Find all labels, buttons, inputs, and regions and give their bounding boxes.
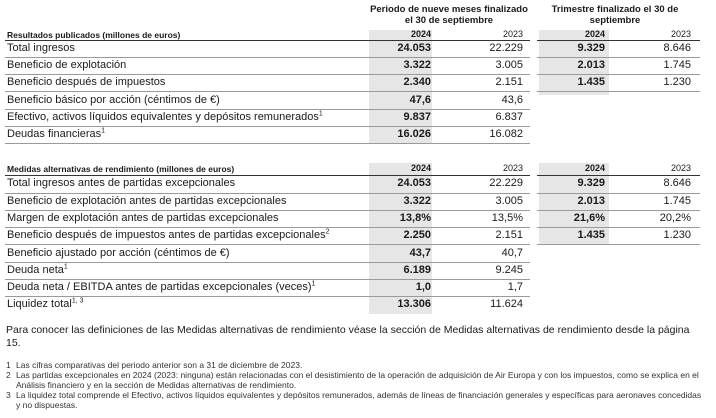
footnote bbox=[6, 370, 706, 390]
nine-months-header: Periodo de nueve meses finalizado el 30 de septiembre bbox=[370, 4, 528, 26]
value-2024: 1,0 bbox=[415, 281, 431, 293]
footnote-number: 2 bbox=[6, 370, 11, 380]
value-2023: 1,7 bbox=[507, 281, 523, 293]
value-2024: 3.322 bbox=[403, 195, 431, 207]
value-2023: 2.151 bbox=[495, 229, 523, 241]
value-2024: 13,8% bbox=[399, 212, 431, 224]
value-q-2024: 1.435 bbox=[577, 76, 605, 88]
row-label: Margen de explotación antes de partidas excepcionales bbox=[7, 212, 279, 224]
table-row bbox=[5, 58, 700, 74]
row-label: Beneficio después de impuestos bbox=[7, 76, 166, 88]
value-2023: 13,5% bbox=[491, 212, 523, 224]
col-2024-nine-months: 2024 bbox=[410, 29, 431, 39]
row-label: Liquidez total$^{1, 3}$ bbox=[7, 297, 84, 310]
row-divider bbox=[5, 143, 530, 144]
reported-results-table bbox=[5, 26, 700, 146]
value-2023: 43,6 bbox=[501, 94, 523, 106]
footnote-ref: 1 bbox=[318, 110, 323, 118]
value-2024: 47,6 bbox=[409, 94, 431, 106]
table-row bbox=[5, 263, 700, 279]
value-q-2023: 8.646 bbox=[663, 177, 691, 189]
footnote-ref: 1 bbox=[63, 263, 68, 271]
table-row bbox=[5, 41, 700, 57]
table-row bbox=[5, 75, 700, 91]
table-row bbox=[5, 176, 700, 192]
value-2024: 43,7 bbox=[409, 247, 431, 259]
col-2023-quarter: 2023 bbox=[670, 29, 691, 39]
table-row bbox=[5, 211, 700, 227]
value-q-2023: 20,2% bbox=[659, 212, 691, 224]
value-2023: 11.624 bbox=[490, 298, 523, 310]
value-2024: 16.026 bbox=[397, 128, 431, 140]
footnote-text: Las cifras comparativas del periodo anterior son a 31 de diciembre de 2023. bbox=[16, 360, 303, 370]
value-2024: 6.189 bbox=[403, 264, 431, 276]
row-label: Total ingresos bbox=[7, 42, 75, 54]
footnote bbox=[6, 360, 706, 370]
value-2023: 22.229 bbox=[489, 42, 523, 54]
row-label: Deuda neta / EBITDA antes de partidas excepcionales (veces)$^1$ bbox=[7, 280, 316, 293]
row-label: Beneficio de explotación bbox=[7, 59, 127, 71]
quarter-header: Trimestre finalizado el 30 de septiembre bbox=[551, 4, 679, 26]
value-q-2023: 1.230 bbox=[663, 76, 691, 88]
row-divider bbox=[5, 91, 530, 92]
row-label: Efectivo, activos líquidos equivalentes y depósitos remunerados$^1$ bbox=[7, 110, 323, 123]
table-row bbox=[5, 280, 700, 296]
value-q-2024: 9.329 bbox=[577, 177, 605, 189]
value-2023: 16.082 bbox=[489, 128, 523, 140]
col-2023-nine-months: 2023 bbox=[502, 29, 523, 39]
table-row bbox=[5, 110, 700, 126]
value-2024: 2.250 bbox=[403, 229, 431, 241]
footnote-text: La liquidez total comprende el Efectivo, activos líquidos equivalentes y depósitos remunerados, además de líneas de financiación generales y específicas para aeronaves concedidas y no dispuestas. bbox=[16, 390, 702, 410]
value-q-2024: 1.435 bbox=[577, 229, 605, 241]
row-label: Deuda neta$^1$ bbox=[7, 263, 68, 276]
footnote-ref: 1 bbox=[101, 127, 106, 135]
value-2024: 3.322 bbox=[403, 59, 431, 71]
footnote bbox=[6, 390, 706, 410]
alternative-measures-title: Medidas alternativas de rendimiento (millones de euros) bbox=[7, 164, 235, 174]
row-label: Beneficio básico por acción (céntimos de €) bbox=[7, 94, 220, 106]
footnote-ref: 1 bbox=[311, 280, 316, 288]
value-2023: 22.229 bbox=[489, 177, 523, 189]
row-divider bbox=[537, 91, 700, 92]
col-2023-quarter: 2023 bbox=[670, 163, 691, 173]
row-label: Beneficio de explotación antes de partidas excepcionales bbox=[7, 195, 287, 207]
value-2023: 9.245 bbox=[495, 264, 523, 276]
alternative-measures-table bbox=[5, 160, 700, 318]
row-label: Beneficio después de impuestos antes de partidas excepcionales$^2$ bbox=[7, 228, 330, 241]
table-row bbox=[5, 246, 700, 262]
value-2024: 13.306 bbox=[397, 298, 431, 310]
row-label: Deudas financieras$^1$ bbox=[7, 127, 106, 140]
table-row bbox=[5, 228, 700, 244]
footnote-number: 3 bbox=[6, 390, 11, 400]
value-2023: 2.151 bbox=[495, 76, 523, 88]
value-q-2023: 1.230 bbox=[663, 229, 691, 241]
value-2023: 6.837 bbox=[495, 111, 523, 123]
value-2024: 9.837 bbox=[403, 111, 431, 123]
footnote-ref: 2 bbox=[325, 228, 330, 236]
value-2024: 2.340 bbox=[403, 76, 431, 88]
row-label: Total ingresos antes de partidas excepcionales bbox=[7, 177, 236, 189]
col-2024-nine-months: 2024 bbox=[410, 163, 431, 173]
value-q-2023: 1.745 bbox=[663, 195, 691, 207]
table-row bbox=[5, 194, 700, 210]
footnotes bbox=[6, 360, 706, 410]
col-2024-quarter: 2024 bbox=[584, 29, 605, 39]
value-q-2024: 2.013 bbox=[577, 59, 605, 71]
row-divider bbox=[5, 244, 530, 245]
value-q-2024: 21,6% bbox=[573, 212, 605, 224]
reported-results-title: Resultados publicados (millones de euros) bbox=[7, 30, 181, 40]
row-label: Beneficio ajustado por acción (céntimos de €) bbox=[7, 247, 230, 259]
footnote-text: Las partidas excepcionales en 2024 (2023: ninguna) están relacionadas con el desistimiento de la operación de adquisición de Air Europa y con los impuestos, como se explica en el Análisis financiero y en la sección de Medidas alternativas de rendimiento. bbox=[16, 370, 699, 390]
value-q-2023: 1.745 bbox=[663, 59, 691, 71]
table-row bbox=[5, 297, 700, 313]
value-2023: 3.005 bbox=[495, 59, 523, 71]
value-q-2023: 8.646 bbox=[663, 42, 691, 54]
row-divider bbox=[537, 244, 700, 245]
table-row bbox=[5, 127, 700, 143]
footnote-ref: 1, 3 bbox=[71, 297, 84, 305]
value-q-2024: 2.013 bbox=[577, 195, 605, 207]
definitions-paragraph: Para conocer las definiciones de las Medidas alternativas de rendimiento véase la sección de Medidas alternativas de rendimiento desde la página 15. bbox=[6, 324, 690, 349]
value-q-2024: 9.329 bbox=[577, 42, 605, 54]
table-row bbox=[5, 93, 700, 109]
footnote-number: 1 bbox=[6, 360, 11, 370]
value-2023: 40,7 bbox=[501, 247, 523, 259]
col-2023-nine-months: 2023 bbox=[502, 163, 523, 173]
col-2024-quarter: 2024 bbox=[584, 163, 605, 173]
alternative-measures-header-row bbox=[5, 160, 700, 176]
value-2024: 24.053 bbox=[397, 177, 431, 189]
value-2023: 3.005 bbox=[495, 195, 523, 207]
value-2024: 24.053 bbox=[397, 42, 431, 54]
